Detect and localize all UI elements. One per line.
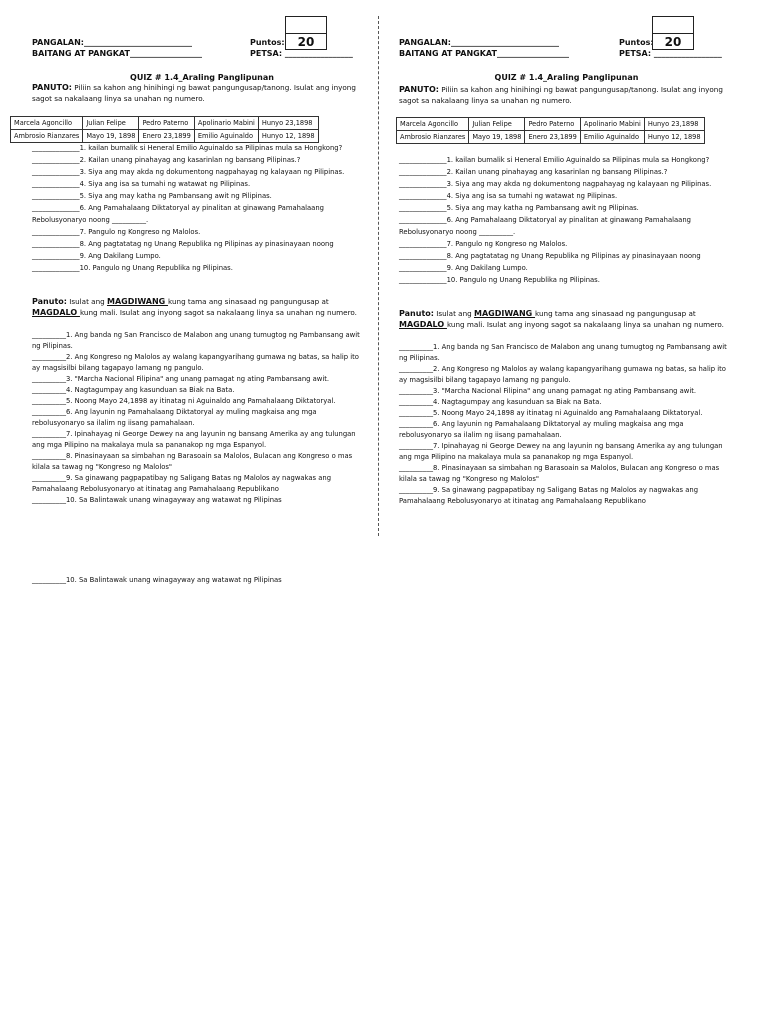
instructions-text: Isulat ang <box>433 309 474 318</box>
choices-row <box>397 131 705 144</box>
name-line: PANGALAN:___________________________ <box>399 38 559 47</box>
question-item: ______________3. Siya ang may akda ng dokumentong nagpahayag ng kalayaan ng Pilipinas. <box>399 180 712 188</box>
question-item: __________5. Noong Mayo 24,1898 ay itinatag ni Aguinaldo ang Pamahalaang Diktatoryal. <box>399 409 703 417</box>
instructions-text: kung tama ang sinasaad ng pangungusap at <box>168 297 329 306</box>
choice: Marcela Agoncillo <box>397 118 469 131</box>
grade-section-line: BAITANG AT PANGKAT__________________ <box>32 49 202 58</box>
score-value: 20 <box>286 33 326 50</box>
score-box <box>285 16 327 50</box>
question-item: ______________2. Kailan unang pinahayag ang kasarinlan ng bansang Pilipinas.? <box>399 168 668 176</box>
choice: Mayo 19, 1898 <box>83 130 139 143</box>
instructions-text: kung mali. Isulat ang inyong sagot sa nakalaang linya sa unahan ng numero. <box>446 320 724 329</box>
score-value: 20 <box>653 33 693 50</box>
date-line: PETSA: _________________ <box>250 49 353 58</box>
choices-row <box>11 117 319 130</box>
choice: Ambrosio Rianzares <box>397 131 469 144</box>
question-item: __________3. "Marcha Nacional Filipina" ang unang pamagat ng ating Pambansang awit. <box>399 387 697 395</box>
question-item: ______________10. Pangulo ng Unang Republika ng Pilipinas. <box>399 276 600 284</box>
question-item: __________10. Sa Balintawak unang winagayway ang watawat ng Pilipinas <box>32 496 282 504</box>
question-item: ______________10. Pangulo ng Unang Republika ng Pilipinas. <box>32 264 233 272</box>
date-line: PETSA: _________________ <box>619 49 722 58</box>
name-line: PANGALAN:___________________________ <box>32 38 192 47</box>
magdiwang-keyword: MAGDIWANG <box>106 297 169 306</box>
choice: Hunyo 23,1898 <box>258 117 318 130</box>
question-item: __________2. Ang Kongreso ng Malolos ay walang kapangyarihang gumawa ng batas, sa halip ito ay magsisilbi bilang tagapayo lamang ng pangulo. <box>399 365 726 384</box>
score-box <box>652 16 694 50</box>
part2-questions <box>32 330 368 506</box>
choice: Hunyo 12, 1898 <box>258 130 318 143</box>
question-item: ______________3. Siya ang may akda ng dokumentong nagpahayag ng kalayaan ng Pilipinas. <box>32 168 345 176</box>
question-item: ______________6. Ang Pamahalaang Diktatoryal ay pinalitan at ginawang Pamahalaang Rebolusyonaryo noong __________. <box>399 216 691 236</box>
choice: Hunyo 23,1898 <box>644 118 704 131</box>
part1-questions <box>32 142 368 274</box>
question-item: ______________8. Ang pagtatatag ng Unang Republika ng Pilipinas ay pinasinayaan noong <box>399 252 701 260</box>
instructions-label: Panuto: <box>399 309 434 318</box>
instructions-part2 <box>32 296 368 318</box>
grade-section-line: BAITANG AT PANGKAT__________________ <box>399 49 569 58</box>
choice: Apolinario Mabini <box>580 118 644 131</box>
choice: Emilio Aguinaldo <box>194 130 258 143</box>
instructions-text: kung mali. Isulat ang inyong sagot sa nakalaang linya sa unahan ng numero. <box>79 308 357 317</box>
instructions-part1 <box>32 82 372 104</box>
question-item: __________8. Pinasinayaan sa simbahan ng Barasoain sa Malolos, Bulacan ang Kongreso o mas kilala sa tawag ng "Kongreso ng Malolos" <box>399 464 720 483</box>
instructions-text: Piliin sa kahon ang hinihingi ng bawat pangungusap/tanong. Isulat ang inyong sagot sa nakalaang linya sa unahan ng numero. <box>32 83 356 103</box>
choice: Enero 23,1899 <box>139 130 194 143</box>
question-item: ______________9. Ang Dakilang Lumpo. <box>32 252 161 260</box>
instructions-label: PANUTO: <box>32 83 72 92</box>
choices-table <box>10 116 319 143</box>
choices-table <box>396 117 705 144</box>
question-item: __________3. "Marcha Nacional Filipina" ang unang pamagat ng ating Pambansang awit. <box>32 375 330 383</box>
instructions-text: Isulat ang <box>66 297 107 306</box>
magdalo-keyword: MAGDALO <box>399 320 447 329</box>
question-item: ______________6. Ang Pamahalaang Diktatoryal ay pinalitan at ginawang Pamahalaang Rebolusyonaryo noong __________. <box>32 204 324 224</box>
question-item: __________8. Pinasinayaan sa simbahan ng Barasoain sa Malolos, Bulacan ang Kongreso o mas kilala sa tawag ng "Kongreso ng Malolos" <box>32 452 353 471</box>
question-item: __________1. Ang banda ng San Francisco de Malabon ang unang tumugtog ng Pambansang awit ng Pilipinas. <box>32 331 360 350</box>
choice: Mayo 19, 1898 <box>469 131 525 144</box>
instructions-part2 <box>399 308 734 330</box>
question-item: __________7. Ipinahayag ni George Dewey na ang layunin ng bansang Amerika ay ang tulungan ang mga Pilipino na makalaya mula sa pananakop ng mga Espanyol. <box>399 442 723 461</box>
question-item: ______________4. Siya ang isa sa tumahi ng watawat ng Pilipinas. <box>32 180 251 188</box>
question-item: ______________1. kailan bumalik si Heneral Emilio Aguinaldo sa Pilipinas mula sa Hongkong? <box>32 144 343 152</box>
stray-question-line: __________10. Sa Balintawak unang winagayway ang watawat ng Pilipinas <box>32 576 282 584</box>
quiz-title: QUIZ # 1.4_Araling Panglipunan <box>130 73 274 82</box>
instructions-text: kung tama ang sinasaad ng pangungusap at <box>535 309 696 318</box>
question-item: ______________7. Pangulo ng Kongreso ng Malolos. <box>399 240 568 248</box>
question-item: ______________2. Kailan unang pinahayag ang kasarinlan ng bansang Pilipinas.? <box>32 156 301 164</box>
choice: Pedro Paterno <box>525 118 580 131</box>
question-item: ______________5. Siya ang may katha ng Pambansang awit ng Pilipinas. <box>32 192 272 200</box>
question-item: ______________1. kailan bumalik si Heneral Emilio Aguinaldo sa Pilipinas mula sa Hongkong? <box>399 156 710 164</box>
question-item: __________9. Sa ginawang pagpapatibay ng Saligang Batas ng Malolos ay nagwakas ang Pamahalaang Rebolusyonaryo at itinatag ang Pamahalaang Republikano <box>399 486 699 505</box>
part1-questions <box>399 154 734 286</box>
question-item: __________1. Ang banda ng San Francisco de Malabon ang unang tumugtog ng Pambansang awit ng Pilipinas. <box>399 343 727 362</box>
question-item: ______________5. Siya ang may katha ng Pambansang awit ng Pilipinas. <box>399 204 639 212</box>
cut-line <box>378 16 379 536</box>
question-item: __________5. Noong Mayo 24,1898 ay itinatag ni Aguinaldo ang Pamahalaang Diktatoryal. <box>32 397 336 405</box>
question-item: __________9. Sa ginawang pagpapatibay ng Saligang Batas ng Malolos ay nagwakas ang Pamahalaang Rebolusyonaryo at itinatag ang Pamahalaang Republikano <box>32 474 332 493</box>
instructions-part1 <box>399 84 734 106</box>
question-item: __________7. Ipinahayag ni George Dewey na ang layunin ng bansang Amerika ay ang tulungan ang mga Pilipino na makalaya mula sa pananakop ng mga Espanyol. <box>32 430 356 449</box>
score-label: Puntos: <box>250 38 285 47</box>
choice: Pedro Paterno <box>139 117 194 130</box>
question-item: ______________9. Ang Dakilang Lumpo. <box>399 264 528 272</box>
score-label: Puntos: <box>619 38 654 47</box>
choice: Hunyo 12, 1898 <box>644 131 704 144</box>
choice: Julian Felipe <box>83 117 139 130</box>
question-item: ______________8. Ang pagtatatag ng Unang Republika ng Pilipinas ay pinasinayaan noong <box>32 240 334 248</box>
instructions-label: PANUTO: <box>399 85 439 94</box>
choice: Apolinario Mabini <box>194 117 258 130</box>
choice: Julian Felipe <box>469 118 525 131</box>
quiz-title: QUIZ # 1.4_Araling Panglipunan <box>494 73 639 82</box>
question-item: __________6. Ang layunin ng Pamahalaang Diktatoryal ay muling magkaisa ang mga rebolusyonaryo sa ilalim ng iisang pamahalaan. <box>32 408 317 427</box>
question-item: ______________7. Pangulo ng Kongreso ng Malolos. <box>32 228 201 236</box>
instructions-text: Piliin sa kahon ang hinihingi ng bawat pangungusap/tanong. Isulat ang inyong sagot sa nakalaang linya sa unahan ng numero. <box>399 85 723 105</box>
instructions-label: Panuto: <box>32 297 67 306</box>
choices-row <box>397 118 705 131</box>
choice: Ambrosio Rianzares <box>11 130 83 143</box>
part2-questions <box>399 342 734 507</box>
choices-row <box>11 130 319 143</box>
question-item: __________4. Nagtagumpay ang kasunduan sa Biak na Bata. <box>32 386 235 394</box>
question-item: __________6. Ang layunin ng Pamahalaang Diktatoryal ay muling magkaisa ang mga rebolusyonaryo sa ilalim ng iisang pamahalaan. <box>399 420 684 439</box>
question-item: __________2. Ang Kongreso ng Malolos ay walang kapangyarihang gumawa ng batas, sa halip ito ay magsisilbi bilang tagapayo lamang ng pangulo. <box>32 353 359 372</box>
choice: Marcela Agoncillo <box>11 117 83 130</box>
question-item: ______________4. Siya ang isa sa tumahi ng watawat ng Pilipinas. <box>399 192 618 200</box>
question-item: __________4. Nagtagumpay ang kasunduan sa Biak na Bata. <box>399 398 602 406</box>
choice: Emilio Aguinaldo <box>580 131 644 144</box>
magdiwang-keyword: MAGDIWANG <box>473 309 536 318</box>
choice: Enero 23,1899 <box>525 131 580 144</box>
magdalo-keyword: MAGDALO <box>32 308 80 317</box>
